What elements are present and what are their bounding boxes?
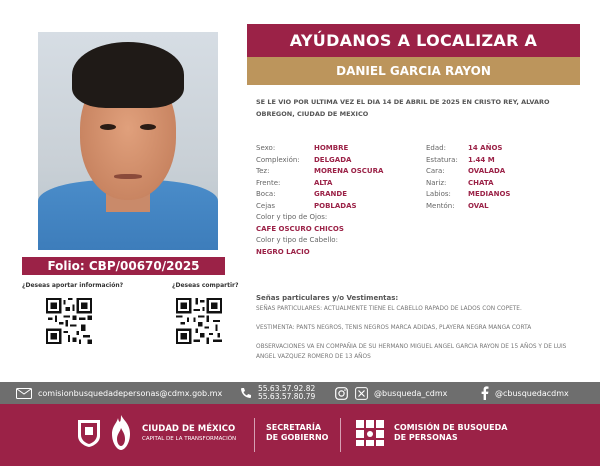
senas-particulares: SEÑAS PARTICULARES: ACTUALMENTE TIENE EL CABELLO RAPADO DE LADOS CON COPETE. (256, 306, 522, 312)
cabello-label: Color y tipo de Cabello: (256, 236, 338, 244)
ojos-value: CAFE OSCURO CHICOS (256, 224, 344, 233)
senas-observaciones: OBSERVACIONES VA EN COMPAÑIA DE SU HERMANO MIGUEL ANGEL GARCIA RAYON DE 15 AÑOS Y DE LUIS ANGEL VAZQUEZ ROMERO DE 13 AÑOS (256, 344, 567, 360)
menton-label: Mentón: (426, 201, 455, 210)
cara-label: Cara: (426, 167, 445, 175)
frente-label: Frente: (256, 178, 281, 187)
nariz-value: CHATA (468, 178, 494, 187)
ojos-label: Color y tipo de Ojos: (256, 213, 328, 221)
boca-label: Boca: (256, 190, 276, 198)
secretaria-line-2: DE GOBIERNO (266, 433, 329, 442)
qr-share-label: ¿Deseas compartir? (172, 282, 239, 289)
complexion-value: DELGADA (314, 155, 352, 164)
cabello-value: NEGRO LACIO (256, 247, 310, 256)
cara-value: OVALADA (468, 167, 506, 175)
edad-label: Edad: (426, 144, 446, 152)
nariz-label: Nariz: (426, 178, 447, 187)
frente-value: ALTA (314, 178, 333, 187)
last-seen-text: SE LE VIO POR ULTIMA VEZ EL DIA 14 DE ABRIL DE 2025 EN CRISTO REY, ALVARO OBREGON, CIUDAD DE MEXICO (256, 98, 550, 118)
menton-value: OVAL (468, 201, 489, 210)
sexo-label: Sexo: (256, 144, 276, 152)
footer-divider-2 (340, 418, 341, 452)
social-item-2[interactable] (480, 382, 569, 404)
comision-line-2: DE PERSONAS (394, 433, 458, 442)
envelope-icon (16, 388, 32, 399)
senas-title: Señas particulares y/o Vestimentas: (256, 294, 399, 302)
phone-1: 55.63.57.92.82 (258, 384, 316, 393)
edad-value: 14 AÑOS (468, 144, 503, 152)
cejas-label: Cejas (256, 201, 276, 210)
sexo-value: HOMBRE (314, 144, 349, 152)
contact-bar (0, 382, 600, 404)
phone-icon (240, 387, 252, 399)
instagram-icon (335, 387, 348, 400)
social-item-1[interactable] (335, 382, 447, 404)
facebook-icon (480, 386, 489, 400)
tez-label: Tez: (256, 167, 270, 175)
qr-code-share[interactable] (176, 298, 222, 344)
senas-vestimenta: VESTIMENTA: PANTS NEGROS, TENIS NEGROS MARCA ADIDAS, PLAYERA NEGRA MANGA CORTA (256, 325, 532, 331)
cdmx-flame-icon (108, 414, 134, 452)
qr-code-info[interactable] (46, 298, 92, 344)
estatura-label: Estatura: (426, 155, 458, 164)
comision-line-1: COMISIÓN DE BUSQUEDA (394, 423, 508, 432)
labios-value: MEDIANOS (468, 190, 511, 198)
folio-label: Folio: CBP/00670/2025 (22, 257, 225, 275)
email-text: comisionbusquedadepersonas@cdmx.gob.mx (38, 388, 223, 398)
labios-label: Labios: (426, 190, 451, 198)
x-twitter-icon (355, 387, 368, 400)
complexion-label: Complexión: (256, 155, 300, 164)
cdmx-shield-icon (76, 418, 102, 448)
tez-value: MORENA OSCURA (314, 167, 384, 175)
email-item[interactable] (16, 382, 222, 404)
missing-person-photo (38, 32, 218, 250)
cdmx-subtitle: CAPITAL DE LA TRANSFORMACIÓN (142, 436, 237, 442)
estatura-value: 1.44 M (468, 155, 495, 164)
person-name: DANIEL GARCIA RAYON (247, 57, 580, 85)
phone-2: 55.63.57.80.79 (258, 392, 316, 401)
comision-logo-icon (356, 420, 384, 446)
qr-info-label: ¿Deseas aportar información? (22, 282, 124, 289)
social-handle-2: @cbusquedacdmx (495, 388, 569, 398)
boca-value: GRANDE (314, 190, 348, 198)
footer-logos (0, 404, 600, 466)
cdmx-title: CIUDAD DE MÉXICO (142, 424, 236, 434)
footer-divider-1 (254, 418, 255, 452)
banner-title: AYÚDANOS A LOCALIZAR A (247, 24, 580, 57)
cejas-value: POBLADAS (314, 201, 357, 210)
secretaria-line-1: SECRETARÍA (266, 423, 322, 432)
social-handle-1: @busqueda_cdmx (374, 388, 448, 398)
phone-item[interactable] (240, 382, 315, 404)
